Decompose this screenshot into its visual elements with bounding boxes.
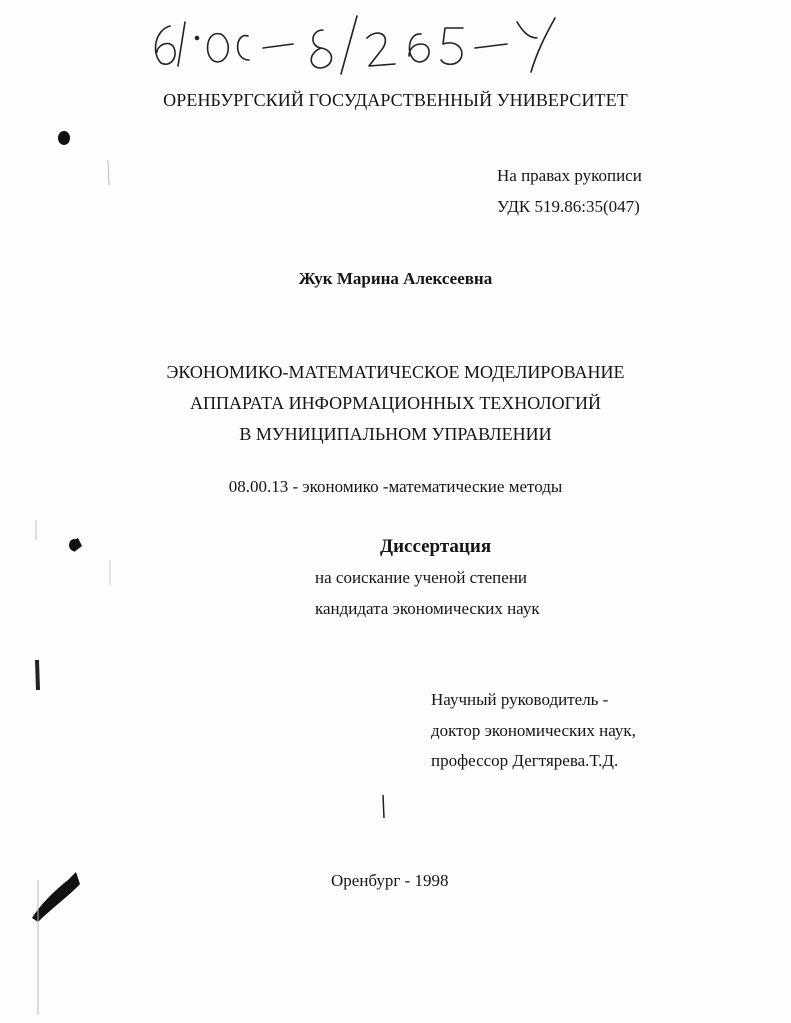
thesis-title-line-3: В МУНИЦИПАЛЬНОМ УПРАВЛЕНИИ [239, 424, 552, 444]
supervisor-degree: доктор экономических наук, [431, 721, 636, 740]
degree-line-1: на соискание ученой степени [315, 568, 528, 587]
manuscript-rights-note: На правах рукописи [497, 166, 642, 185]
udc-code: УДК 519.86:35(047) [497, 197, 640, 216]
university-name: ОРЕНБУРГСКИЙ ГОСУДАРСТВЕННЫЙ УНИВЕРСИТЕТ [163, 90, 628, 110]
degree-line-2: кандидата экономических наук [315, 599, 540, 618]
archive-handwritten-mark [145, 8, 565, 78]
specialty-code: 08.00.13 - экономико -математические методы [228, 477, 563, 496]
city-year: Оренбург - 1998 [331, 871, 449, 890]
supervisor-name: профессор Дегтярева.Т.Д. [431, 751, 619, 770]
supervisor-label: Научный руководитель - [431, 690, 609, 709]
author-name: Жук Марина Алексеевна [298, 269, 493, 288]
dissertation-heading: Диссертация [380, 536, 492, 557]
thesis-title-line-1: ЭКОНОМИКО-МАТЕМАТИЧЕСКОЕ МОДЕЛИРОВАНИЕ [166, 362, 625, 382]
thesis-title-line-2: АППАРАТА ИНФОРМАЦИОННЫХ ТЕХНОЛОГИЙ [189, 393, 602, 413]
